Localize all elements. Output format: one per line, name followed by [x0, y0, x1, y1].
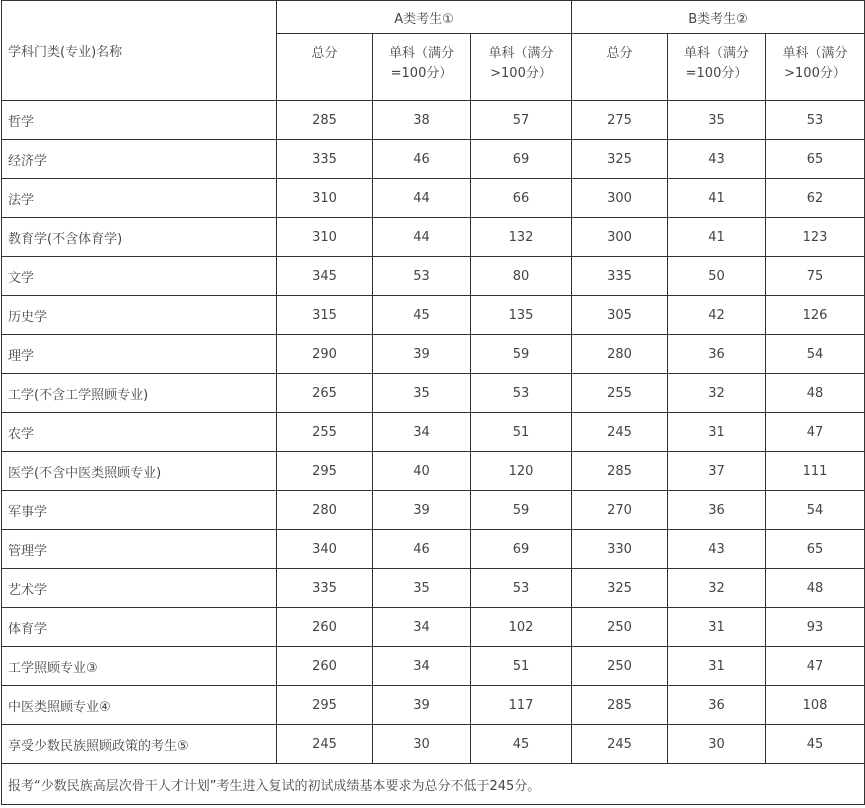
- subject-name-cell: 享受少数民族照顾政策的考生⑤: [2, 725, 277, 764]
- score-cell: 32: [668, 569, 766, 608]
- table-row: [2, 140, 865, 179]
- score-cell: 35: [373, 374, 471, 413]
- score-cell: 260: [277, 608, 373, 647]
- score-cell: 36: [668, 686, 766, 725]
- table-row: [2, 608, 865, 647]
- subject-name-cell: 工学照顾专业③: [2, 647, 277, 686]
- score-cell: 36: [668, 335, 766, 374]
- score-cell: 41: [668, 218, 766, 257]
- score-cell: 40: [373, 452, 471, 491]
- score-cell: 335: [277, 140, 373, 179]
- score-cell: 43: [668, 530, 766, 569]
- score-cell: 250: [572, 647, 668, 686]
- score-cell: 295: [277, 686, 373, 725]
- score-cell: 102: [471, 608, 572, 647]
- score-cell: 57: [471, 101, 572, 140]
- score-cell: 270: [572, 491, 668, 530]
- score-cell: 80: [471, 257, 572, 296]
- score-table: [1, 0, 865, 805]
- table-row: [2, 647, 865, 686]
- header-a-single-eq100: [373, 34, 471, 101]
- score-cell: 245: [572, 725, 668, 764]
- score-cell: 51: [471, 647, 572, 686]
- header-b-single-gt100: [766, 34, 865, 101]
- score-cell: 310: [277, 179, 373, 218]
- table-row: [2, 218, 865, 257]
- table-row: [2, 296, 865, 335]
- score-cell: 62: [766, 179, 865, 218]
- score-cell: 48: [766, 374, 865, 413]
- table-row: [2, 491, 865, 530]
- table-row: [2, 530, 865, 569]
- score-cell: 48: [766, 569, 865, 608]
- table-row: [2, 179, 865, 218]
- score-cell: 39: [373, 491, 471, 530]
- header-group-row: [2, 1, 865, 34]
- score-cell: 47: [766, 413, 865, 452]
- score-cell: 295: [277, 452, 373, 491]
- score-cell: 31: [668, 608, 766, 647]
- score-cell: 39: [373, 686, 471, 725]
- score-cell: 265: [277, 374, 373, 413]
- score-cell: 275: [572, 101, 668, 140]
- score-cell: 315: [277, 296, 373, 335]
- table-row: [2, 374, 865, 413]
- score-cell: 59: [471, 335, 572, 374]
- score-cell: 285: [572, 452, 668, 491]
- score-cell: 30: [373, 725, 471, 764]
- score-cell: 35: [373, 569, 471, 608]
- score-cell: 41: [668, 179, 766, 218]
- subject-name-cell: 艺术学: [2, 569, 277, 608]
- subject-name-cell: 教育学(不含体育学): [2, 218, 277, 257]
- score-cell: 31: [668, 413, 766, 452]
- score-cell: 50: [668, 257, 766, 296]
- header-group-b: B类考生②: [572, 1, 865, 34]
- header-line: =100分）: [685, 66, 748, 81]
- subject-name-cell: 中医类照顾专业④: [2, 686, 277, 725]
- score-cell: 35: [668, 101, 766, 140]
- score-cell: 30: [668, 725, 766, 764]
- score-cell: 310: [277, 218, 373, 257]
- score-cell: 59: [471, 491, 572, 530]
- note-row: [2, 764, 865, 805]
- score-cell: 36: [668, 491, 766, 530]
- header-line: >100分）: [490, 66, 552, 81]
- score-cell: 54: [766, 491, 865, 530]
- score-cell: 45: [373, 296, 471, 335]
- subject-name-cell: 医学(不含中医类照顾专业): [2, 452, 277, 491]
- subject-name-cell: 农学: [2, 413, 277, 452]
- score-cell: 44: [373, 218, 471, 257]
- footnote: 报考“少数民族高层次骨干人才计划”考生进入复试的初试成绩基本要求为总分不低于245分。: [2, 764, 865, 805]
- table-row: [2, 413, 865, 452]
- score-cell: 255: [572, 374, 668, 413]
- score-cell: 250: [572, 608, 668, 647]
- header-line: 总分: [311, 46, 338, 61]
- subject-name-cell: 管理学: [2, 530, 277, 569]
- score-cell: 69: [471, 140, 572, 179]
- score-cell: 280: [277, 491, 373, 530]
- table-body: [2, 101, 865, 764]
- score-cell: 290: [277, 335, 373, 374]
- score-cell: 325: [572, 140, 668, 179]
- score-cell: 300: [572, 179, 668, 218]
- header-line: 单科（满分: [782, 46, 848, 61]
- score-cell: 43: [668, 140, 766, 179]
- score-cell: 51: [471, 413, 572, 452]
- score-cell: 66: [471, 179, 572, 218]
- score-cell: 245: [277, 725, 373, 764]
- score-cell: 117: [471, 686, 572, 725]
- score-cell: 120: [471, 452, 572, 491]
- score-cell: 245: [572, 413, 668, 452]
- table-row: [2, 569, 865, 608]
- score-cell: 280: [572, 335, 668, 374]
- score-cell: 330: [572, 530, 668, 569]
- score-cell: 111: [766, 452, 865, 491]
- table-row: [2, 686, 865, 725]
- score-cell: 46: [373, 140, 471, 179]
- header-a-total: [277, 34, 373, 101]
- score-cell: 132: [471, 218, 572, 257]
- subject-name-cell: 理学: [2, 335, 277, 374]
- subject-name-cell: 体育学: [2, 608, 277, 647]
- subject-name-cell: 军事学: [2, 491, 277, 530]
- score-cell: 54: [766, 335, 865, 374]
- score-cell: 325: [572, 569, 668, 608]
- score-cell: 42: [668, 296, 766, 335]
- score-cell: 34: [373, 608, 471, 647]
- score-cell: 340: [277, 530, 373, 569]
- score-cell: 53: [471, 569, 572, 608]
- score-cell: 37: [668, 452, 766, 491]
- header-b-total: [572, 34, 668, 101]
- subject-name-cell: 法学: [2, 179, 277, 218]
- score-cell: 75: [766, 257, 865, 296]
- score-cell: 34: [373, 647, 471, 686]
- score-cell: 32: [668, 374, 766, 413]
- score-cell: 108: [766, 686, 865, 725]
- score-cell: 53: [373, 257, 471, 296]
- score-cell: 260: [277, 647, 373, 686]
- score-cell: 126: [766, 296, 865, 335]
- score-cell: 45: [766, 725, 865, 764]
- score-cell: 38: [373, 101, 471, 140]
- header-line: 总分: [606, 46, 633, 61]
- score-cell: 31: [668, 647, 766, 686]
- score-cell: 46: [373, 530, 471, 569]
- header-b-single-eq100: [668, 34, 766, 101]
- score-cell: 44: [373, 179, 471, 218]
- score-cell: 65: [766, 530, 865, 569]
- header-line: 单科（满分: [683, 46, 749, 61]
- score-cell: 300: [572, 218, 668, 257]
- score-cell: 34: [373, 413, 471, 452]
- table-row: [2, 335, 865, 374]
- subject-name-cell: 哲学: [2, 101, 277, 140]
- score-cell: 45: [471, 725, 572, 764]
- score-cell: 255: [277, 413, 373, 452]
- subject-name-cell: 历史学: [2, 296, 277, 335]
- header-line: 单科（满分: [388, 46, 454, 61]
- score-cell: 69: [471, 530, 572, 569]
- table-row: [2, 725, 865, 764]
- subject-name-cell: 经济学: [2, 140, 277, 179]
- subject-name-cell: 工学(不含工学照顾专业): [2, 374, 277, 413]
- score-cell: 335: [572, 257, 668, 296]
- score-cell: 345: [277, 257, 373, 296]
- header-line: >100分）: [784, 66, 846, 81]
- header-line: =100分）: [390, 66, 453, 81]
- table-row: [2, 452, 865, 491]
- score-cell: 123: [766, 218, 865, 257]
- score-cell: 53: [471, 374, 572, 413]
- table-row: [2, 257, 865, 296]
- header-a-single-gt100: [471, 34, 572, 101]
- header-group-a: A类考生①: [277, 1, 572, 34]
- score-cell: 53: [766, 101, 865, 140]
- header-name-column: 学科门类(专业)名称: [2, 1, 277, 101]
- subject-name-cell: 文学: [2, 257, 277, 296]
- score-cell: 39: [373, 335, 471, 374]
- score-cell: 47: [766, 647, 865, 686]
- score-cell: 135: [471, 296, 572, 335]
- score-cell: 335: [277, 569, 373, 608]
- score-cell: 93: [766, 608, 865, 647]
- table-row: [2, 101, 865, 140]
- score-cell: 305: [572, 296, 668, 335]
- score-cell: 65: [766, 140, 865, 179]
- header-line: 单科（满分: [488, 46, 554, 61]
- score-cell: 285: [572, 686, 668, 725]
- score-cell: 285: [277, 101, 373, 140]
